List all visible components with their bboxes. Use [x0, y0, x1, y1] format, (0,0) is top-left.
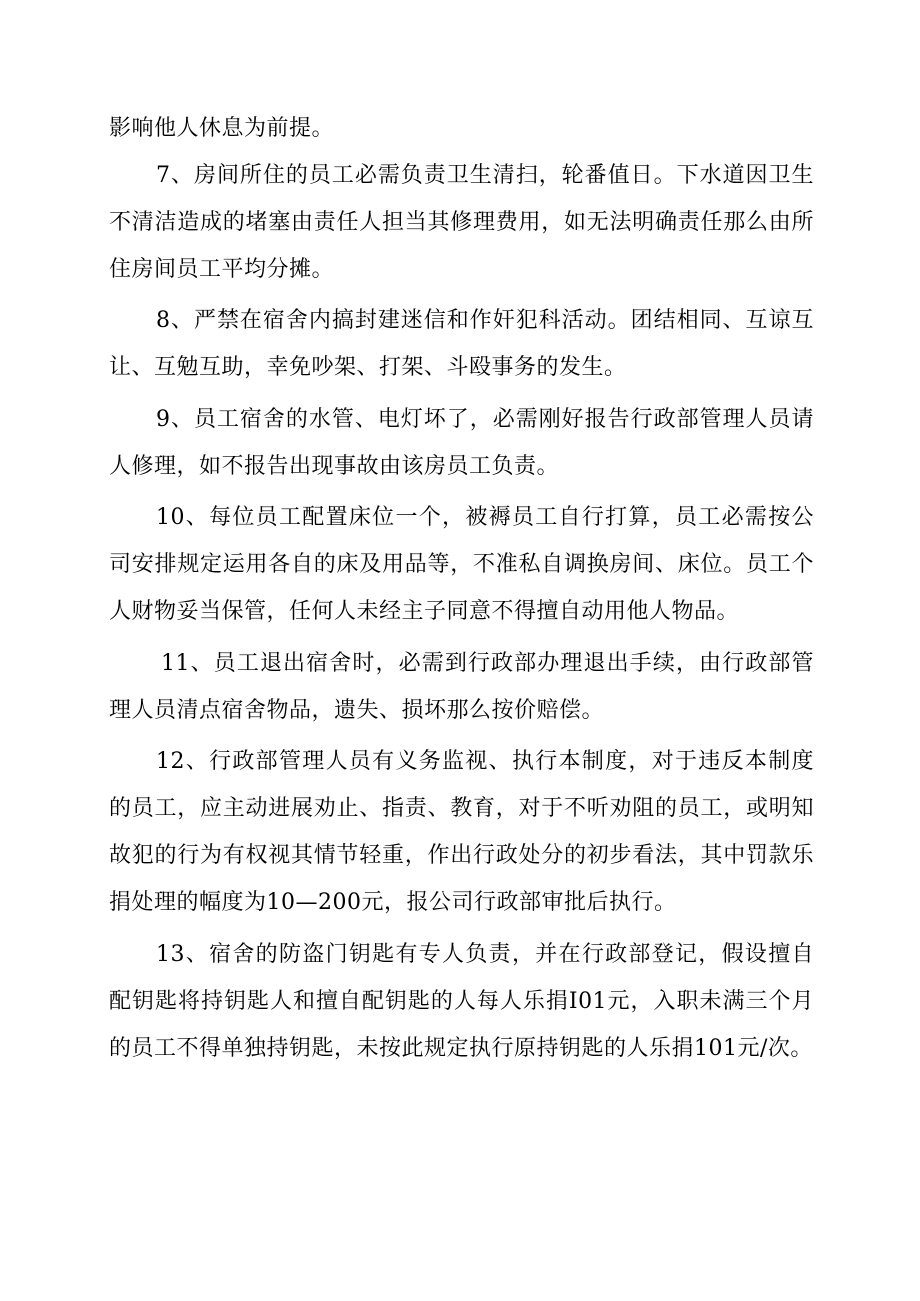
rule-12-paragraph: 12、行政部管理人员有义务监视、执行本制度，对于违反本制度的员工，应主动进展劝止、指责、教育，对于不听劝阻的员工，或明知故犯的行为有权视其情节轻重，作出行政处分的初步看法，其中罚款乐捐处理的幅度为10—200元，报公司行政部审批后执行。 — [109, 749, 814, 915]
paragraph-continuation: 影响他人休息为前提。 — [109, 116, 335, 141]
rule-8-paragraph: 8、严禁在宿舍内搞封建迷信和作奸犯科活动。团结相同、互谅互让、互勉互助，幸免吵架、打架、斗殴事务的发生。 — [109, 308, 814, 380]
rule-10-paragraph: 10、每位员工配置床位一个，被褥员工自行打算，员工必需按公司安排规定运用各自的床及用品等，不准私自调换房间、床位。员工个人财物妥当保管，任何人未经主子同意不得擅自动用他人物品。 — [109, 505, 814, 624]
rule-13-paragraph: 13、宿舍的防盗门钥匙有专人负责，并在行政部登记，假设擅自配钥匙将持钥匙人和擅自配钥匙的人每人乐捐I01元，入职未满三个月的员工不得单独持钥匙，未按此规定执行原持钥匙的人乐捐101元/次。 — [109, 942, 814, 1061]
rule-7-paragraph: 7、房间所住的员工必需负责卫生清扫，轮番值日。下水道因卫生不清洁造成的堵塞由责任人担当其修理费用，如无法明确责任那么由所住房间员工平均分摊。 — [109, 163, 814, 282]
rule-9-paragraph: 9、员工宿舍的水管、电灯坏了，必需刚好报告行政部管理人员请人修理，如不报告出现事故由该房员工负责。 — [109, 407, 814, 479]
rule-11-paragraph: 11、员工退出宿舍时，必需到行政部办理退出手续，由行政部管理人员清点宿舍物品，遗失、损坏那么按价赔偿。 — [109, 651, 814, 723]
